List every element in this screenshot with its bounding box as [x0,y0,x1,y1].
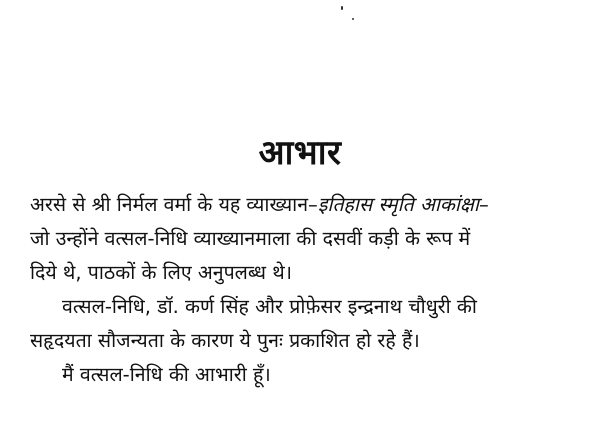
acknowledgement-text [30,188,585,392]
paragraph-2 [30,290,585,324]
lecture-intro-text: अरसे से श्री निर्मल वर्मा के यह व्याख्यान– [30,193,318,216]
paragraph-2-line-2: सहृदयता सौजन्यता के कारण ये पुनः प्रकाशित हो रहे हैं। [30,329,420,352]
paragraph-3 [30,358,585,392]
paragraph-1-line-1 [30,188,585,222]
scan-speck [352,18,354,20]
lecture-title-italic: इतिहास स्मृति आकांक्षा [317,193,479,216]
paragraph-1-line-3: दिये थे, पाठकों के लिए अनुपलब्ध थे। [30,261,293,284]
page-title: आभार [258,132,342,173]
paragraph-1-line-2: जो उन्होंने वत्सल-निधि व्याख्यानमाला की दसवीं कड़ी के रूप में [30,227,471,250]
paragraph-1 [30,188,585,290]
paragraph-2-line-1: वत्सल-निधि, डॉ. कर्ण सिंह और प्रोफ़ेसर इन्द्रनाथ चौधुरी की [62,295,477,318]
scan-speck [341,6,343,10]
paragraph-2-continued [30,324,585,358]
dash-text: – [478,193,489,216]
paragraph-3-line-1: मैं वत्सल-निधि की आभारी हूँ। [62,363,271,386]
